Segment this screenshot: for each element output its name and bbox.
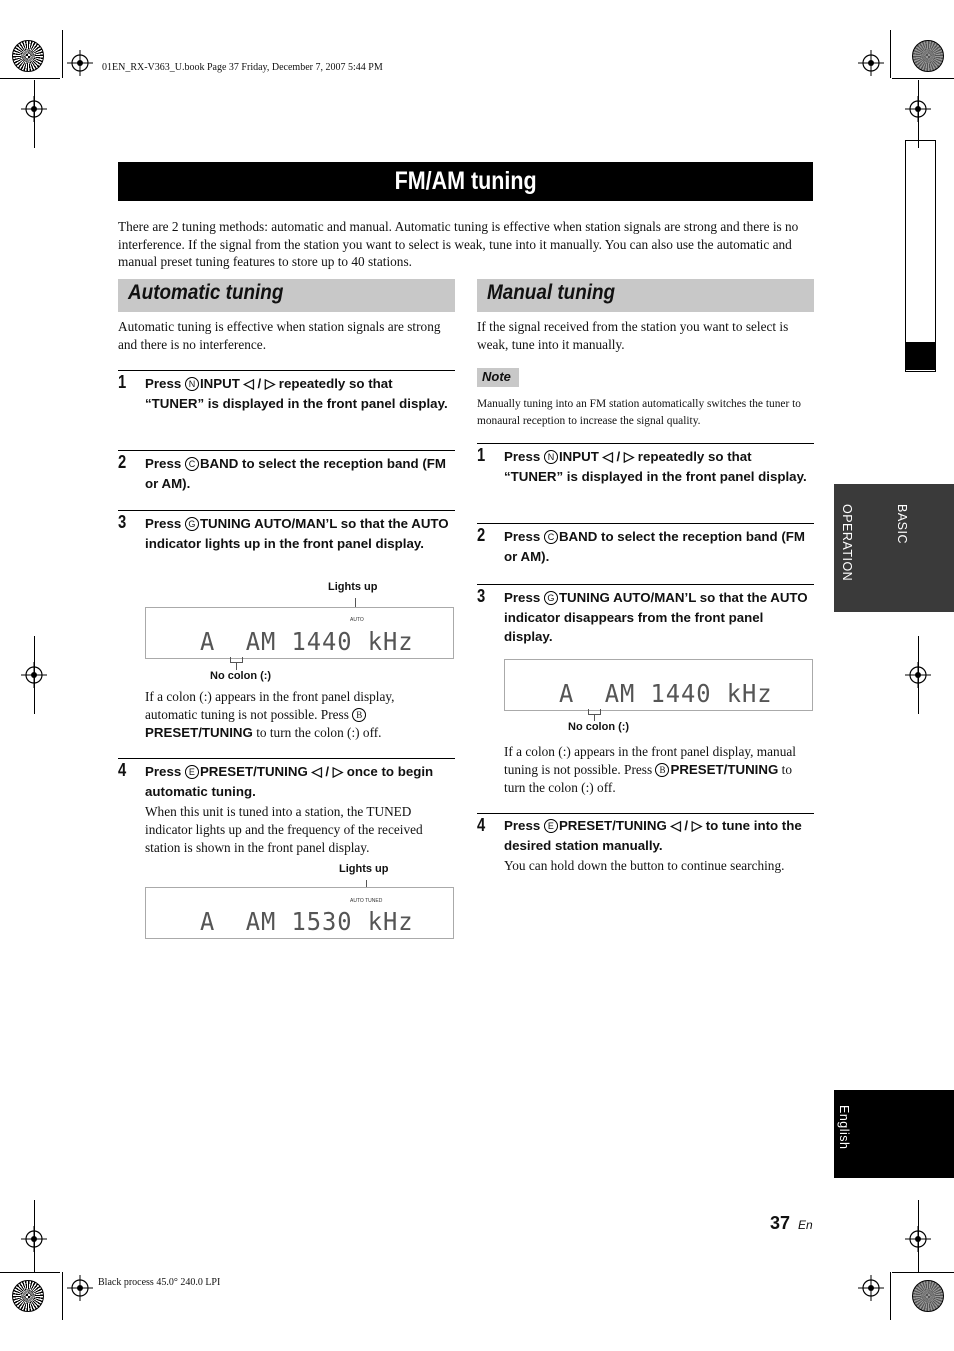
step-rest: once to begin automatic tuning. xyxy=(145,764,434,799)
manual-step-4-number: 4 xyxy=(477,815,486,835)
color-bar-icon xyxy=(12,1280,44,1312)
auto-step-4-number: 4 xyxy=(118,760,127,780)
step-rest: repeatedly so that “TUNER” is displayed in the front panel display. xyxy=(145,376,448,411)
auto-step-4 xyxy=(145,762,455,801)
front-panel-display xyxy=(504,659,813,711)
manual-step-1-number: 1 xyxy=(477,445,486,465)
page-language: En xyxy=(798,1218,813,1232)
callout-line xyxy=(236,662,237,670)
step-rest: to select the reception band (FM or AM). xyxy=(145,456,446,491)
side-tab-line-2: OPERATION xyxy=(840,504,854,582)
tuning-key: TUNING AUTO/MAN’L xyxy=(558,590,697,605)
arrow-keys: ◁ / ▷ xyxy=(243,376,276,391)
key-circle-icon: E xyxy=(544,819,558,833)
key-circle-icon: N xyxy=(185,377,199,391)
lights-up-label: Lights up xyxy=(328,581,378,593)
display-readout: A AM 1530 kHz xyxy=(200,907,414,936)
section-tab-outline xyxy=(905,140,936,372)
manual-step-2-number: 2 xyxy=(477,525,486,545)
page-title-text: FM/AM tuning xyxy=(394,167,537,195)
auto-step-1 xyxy=(145,374,455,413)
auto-step-1-number: 1 xyxy=(118,372,127,392)
side-tab-basic-operation xyxy=(834,484,954,612)
divider xyxy=(118,370,455,371)
key-circle-icon: C xyxy=(185,457,199,471)
input-key: INPUT xyxy=(558,449,603,464)
manual-step-4 xyxy=(504,816,814,855)
divider xyxy=(477,523,814,524)
manual-step-3 xyxy=(504,588,814,647)
input-key: INPUT xyxy=(199,376,244,391)
color-bar-icon xyxy=(912,40,944,72)
key-circle-icon: B xyxy=(655,763,669,777)
step-rest: to tune into the desired station manually. xyxy=(504,818,802,853)
auto-step-2 xyxy=(145,454,455,493)
auto-step-3 xyxy=(145,514,455,553)
colon-note-text: If a colon (:) appears in the front panel display, manual tuning is not possible. Press xyxy=(504,744,796,777)
band-key: BAND xyxy=(199,456,239,471)
key-circle-icon: E xyxy=(185,765,199,779)
section-tab-marker xyxy=(905,342,935,370)
auto-step-4-body: When this unit is tuned into a station, the TUNED indicator lights up and the frequency of the received station is shown in the front panel display. xyxy=(145,804,423,855)
preset-tuning-key: PRESET/TUNING xyxy=(558,818,671,833)
manual-lead: If the signal received from the station you want to select is weak, tune into it manually. xyxy=(477,319,789,352)
arrow-keys: ◁ / ▷ xyxy=(311,764,344,779)
colon-note-text: If a colon (:) appears in the front panel display, automatic tuning is not possible. Press xyxy=(145,689,395,722)
auto-colon-note xyxy=(145,688,450,742)
arrow-keys: ◁ / ▷ xyxy=(670,818,703,833)
no-colon-label: No colon (:) xyxy=(210,670,272,682)
side-tab-english xyxy=(834,1090,954,1178)
colon-note-text-end: to turn the colon (:) off. xyxy=(252,725,382,740)
color-bar-icon xyxy=(12,40,44,72)
auto-tuned-indicator: AUTO TUNED xyxy=(350,898,383,904)
note-label xyxy=(477,368,519,387)
callout-line xyxy=(594,714,595,721)
step-press: Press xyxy=(145,764,185,779)
side-tab-basic-operation-label xyxy=(894,504,909,544)
step-press: Press xyxy=(145,516,185,531)
step-press: Press xyxy=(504,590,544,605)
registration-mark-icon xyxy=(67,1275,93,1301)
divider xyxy=(477,443,814,444)
front-panel-display xyxy=(145,607,454,659)
manual-step-3-number: 3 xyxy=(477,586,486,606)
book-header: 01EN_RX-V363_U.book Page 37 Friday, December 7, 2007 5:44 PM xyxy=(102,62,383,73)
page-title xyxy=(118,162,813,201)
band-key: BAND xyxy=(558,529,598,544)
step-press: Press xyxy=(504,818,544,833)
automatic-tuning-heading xyxy=(118,279,455,312)
step-rest: to select the reception band (FM or AM). xyxy=(504,529,805,564)
colon-note-text-end: to turn the colon (:) off. xyxy=(504,762,792,795)
auto-step-2-number: 2 xyxy=(118,452,127,472)
side-tab-basic-operation-label-2 xyxy=(839,504,854,581)
step-press: Press xyxy=(145,376,185,391)
manual-tuning-heading xyxy=(477,279,814,312)
divider xyxy=(477,584,814,585)
key-circle-icon: G xyxy=(544,591,558,605)
manual-tuning-heading-text: Manual tuning xyxy=(487,281,616,304)
side-tab-english-label: English xyxy=(837,1105,851,1150)
step-rest: repeatedly so that “TUNER” is displayed in the front panel display. xyxy=(504,449,807,484)
automatic-tuning-heading-text: Automatic tuning xyxy=(128,281,284,304)
divider xyxy=(477,813,814,814)
tuning-key: TUNING AUTO/MAN’L xyxy=(199,516,338,531)
auto-indicator: AUTO xyxy=(350,617,364,623)
preset-tuning-key: PRESET/TUNING xyxy=(670,762,779,777)
page-number: 37 xyxy=(770,1213,791,1233)
color-bar-icon xyxy=(912,1280,944,1312)
manual-colon-note xyxy=(504,743,809,797)
step-rest: so that the AUTO indicator lights up in the front panel display. xyxy=(145,516,449,551)
step-press: Press xyxy=(504,529,544,544)
auto-step-3-number: 3 xyxy=(118,512,127,532)
side-tab-line-1: BASIC xyxy=(895,504,909,545)
registration-mark-icon xyxy=(858,1275,884,1301)
key-circle-icon: N xyxy=(544,450,558,464)
note-label-text: Note xyxy=(482,369,511,384)
manual-step-1 xyxy=(504,447,814,486)
note-text: Manually tuning into an FM station automatically switches the tuner to monaural reception to increase the signal quality. xyxy=(477,398,801,427)
manual-step-4-body: You can hold down the button to continue searching. xyxy=(504,858,785,873)
registration-mark-icon xyxy=(858,50,884,76)
key-circle-icon: B xyxy=(352,708,366,722)
key-circle-icon: C xyxy=(544,530,558,544)
lights-up-label: Lights up xyxy=(339,863,389,875)
arrow-keys: ◁ / ▷ xyxy=(602,449,635,464)
no-colon-label: No colon (:) xyxy=(568,721,630,733)
step-press: Press xyxy=(504,449,544,464)
automatic-lead: Automatic tuning is effective when station signals are strong and there is no interference. xyxy=(118,319,441,352)
preset-tuning-key: PRESET/TUNING xyxy=(145,725,253,740)
preset-tuning-key: PRESET/TUNING xyxy=(199,764,312,779)
front-panel-display xyxy=(145,887,454,939)
registration-mark-icon xyxy=(67,50,93,76)
key-circle-icon: G xyxy=(185,517,199,531)
intro-paragraph: There are 2 tuning methods: automatic and manual. Automatic tuning is effective when station signals are strong and there is no interference. If the signal from the station you want to select is weak, tune into it manually. You can also use the automatic and manual preset tuning features to store up to 40 stations. xyxy=(118,219,799,269)
display-readout: A AM 1440 kHz xyxy=(559,679,773,708)
manual-step-2 xyxy=(504,527,814,566)
divider xyxy=(118,510,455,511)
footer-process-info: Black process 45.0° 240.0 LPI xyxy=(98,1277,221,1288)
step-rest: so that the AUTO indicator disappears from the front panel display. xyxy=(504,590,808,644)
divider xyxy=(118,758,455,759)
divider xyxy=(118,450,455,451)
step-press: Press xyxy=(145,456,185,471)
display-readout: A AM 1440 kHz xyxy=(200,627,414,656)
